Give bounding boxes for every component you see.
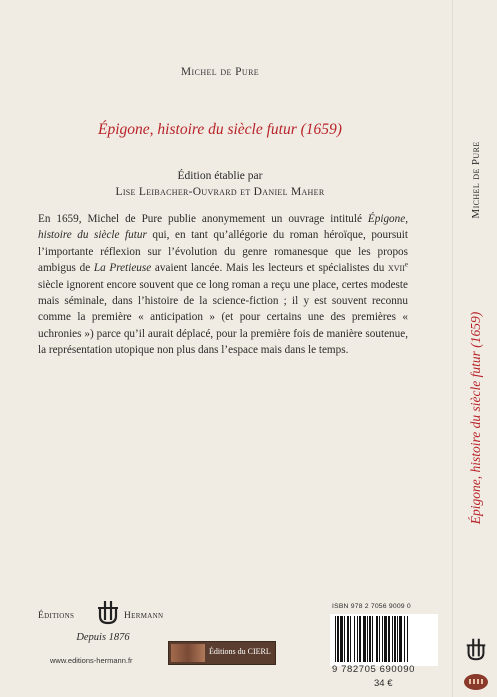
edition-credits (0, 168, 440, 200)
author-name: Michel de Pure (180, 66, 260, 78)
spine-title: Épigone, histoire du siècle futur (1659) (468, 311, 483, 525)
spine-hermann-emblem-icon (463, 636, 489, 662)
publisher-logo (38, 598, 166, 632)
blurb-title-italic: Épigone, histoire du siècle futur (38, 213, 408, 242)
blurb-text: En 1659, Michel de Pure publie anonymement un ouvrage intitulé (38, 213, 368, 225)
hermann-emblem-icon (95, 598, 121, 626)
publisher-name-left: Éditions (38, 611, 75, 621)
cierl-logo (168, 641, 276, 665)
isbn-label: ISBN 978 2 7056 9009 0 (332, 603, 411, 610)
publisher-url: www.editions-hermann.fr (50, 656, 133, 665)
spine-fold (452, 0, 453, 697)
cierl-emblem-icon (171, 644, 205, 662)
price: 34 € (374, 678, 393, 689)
spine-cierl-emblem-icon (464, 674, 488, 690)
blurb-text: qui, en tant qu’allégorie du roman héroïque, poursuit l’importante réflexion sur l’évolution du genre romanesque que les propos ambigus de (38, 229, 408, 275)
barcode-digits: 9 782705 690090 (332, 664, 415, 675)
barcode-bars (333, 616, 435, 664)
cierl-label: Éditions du CIERL (209, 647, 271, 656)
blurb-work-italic: La Pretieuse (93, 262, 152, 275)
book-title: Épigone, histoire du siècle futur (1659) (98, 121, 342, 138)
editors-names: Lise Leibacher-Ouvrard et Daniel Maher (115, 186, 325, 198)
blurb-text: siècle ignorent encore souvent que ce long roman a reçu une place, certes modeste mais séminale, dans l’histoire de la science-fiction ; il y est souvent reconnu comme la première « anticipation » (et pour certains une des premières « uchronies ») parce qu’il aurait déplacé, pour la première fois de manière soutenue, la représentation utopique non plus dans l’espace mais dans le temps. (38, 278, 408, 357)
barcode (330, 614, 438, 666)
edition-line: Édition établie par (177, 170, 263, 182)
spine-author: Michel de Pure (470, 141, 482, 219)
blurb-text: avaient lancée. Mais les lecteurs et spécialistes du (151, 262, 388, 275)
blurb-paragraph (38, 211, 408, 359)
century-superscript: e (404, 260, 408, 269)
publisher-since: Depuis 1876 (76, 632, 130, 643)
century-numeral: xvii (388, 262, 405, 275)
publisher-name-right: Hermann (124, 611, 164, 621)
